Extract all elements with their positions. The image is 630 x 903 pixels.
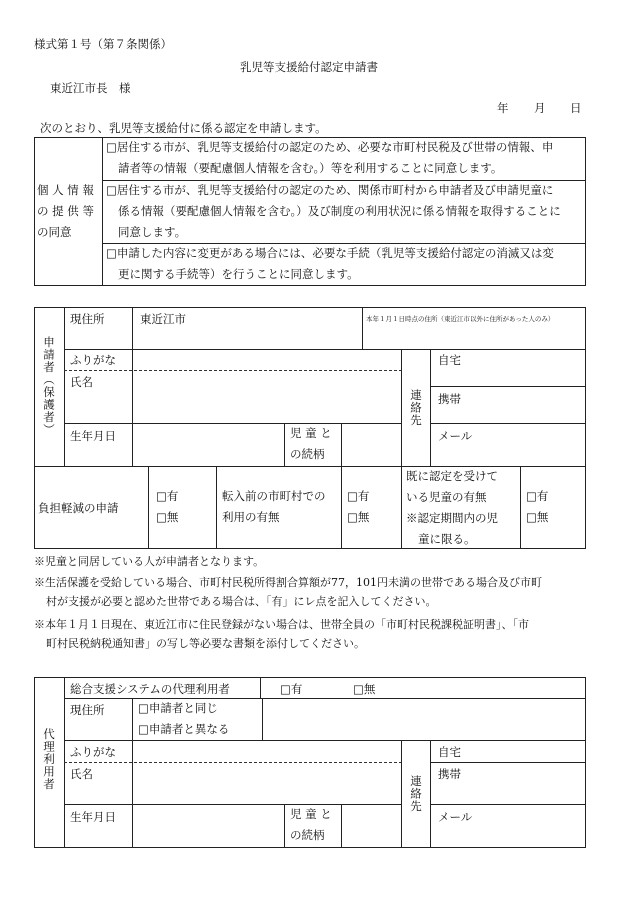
applicant-side-label: 申請者（保護者） [42,336,56,436]
form-number: 様式第１号（第７条関係） [34,37,172,51]
applicant-home-label: 自宅 [438,353,461,367]
proxy-system-label: 総合支援システムの代理利用者 [70,682,230,696]
proxy-relation-label: 児 童 と の続柄 [290,807,332,842]
proxy-birthdate-label: 生年月日 [70,810,116,824]
proxy-email-label: メール [438,810,473,824]
intro-text: 次のとおり、乳児等支援給付に係る認定を申請します。 [40,121,327,135]
proxy-system-no[interactable]: □無 [353,682,376,696]
consent-item-data-acquire[interactable]: □居住する市が、乳児等支援給付の認定のため、関係市町村から申請者及び申請児童に 係る情報（要配慮個人情報を含む。）及び制度の利用状況に係る情報を取得することに 同意します。 [106,183,561,239]
applicant-contact-label: 連絡先 [409,389,423,427]
proxy-furigana-label: ふりがな [70,745,116,759]
proxy-address-options[interactable]: □申請者と同じ □申請者と異なる [138,701,230,736]
applicant-address-note: 本年１月１日時点の住所（東近江市以外に住所があった人のみ） [366,315,555,323]
proxy-contact-label: 連絡先 [409,775,423,813]
addressee: 東近江市長 様 [50,81,131,95]
prev-municipality-use-label: 転入前の市町村での 利用の有無 [222,489,326,524]
note-cohabiting: ※児童と同居している人が申請者となります。 [34,555,265,568]
consent-item-change-procedure[interactable]: □申請した内容に変更がある場合には、必要な手続（乳児等支援給付認定の消滅又は変 更に関する手続等）を行うことに同意します。 [106,246,554,281]
note-welfare: ※生活保護を受給している場合、市町村民税所得割合算額が77，101円未満の世帯である場合及び市町 村が支援が必要と認めた世帯である場合は、「有」にレ点を記入してください。 [34,576,542,608]
proxy-system-yes[interactable]: □有 [280,682,303,696]
proxy-side-label: 代理利用者 [42,728,56,791]
note-residence: ※本年１月１日現在、東近江市に住民登録がない場合は、世帯全員の「市町村民税課税証明書」、「市 町村民税納税通知書」の写し等必要な書類を添付してください。 [34,618,529,650]
consent-item-data-use[interactable]: □居住する市が、乳児等支援給付の認定のため、必要な市町村民税及び世帯の情報、申 請者等の情報（要配慮個人情報を含む。）等を利用することに同意します。 [106,140,554,175]
prev-municipality-use-options[interactable]: □有 □無 [347,489,370,524]
consent-heading: 個 人 情 報 の 提 供 等 の同意 [37,183,94,239]
applicant-mobile-label: 携帯 [438,392,461,406]
proxy-name-label: 氏名 [70,767,93,781]
applicant-address-label: 現住所 [70,312,105,326]
reduction-label: 負担軽減の申請 [38,501,119,515]
proxy-home-label: 自宅 [438,745,461,759]
applicant-relation-label: 児 童 と の続柄 [290,426,332,461]
proxy-address-label: 現住所 [70,703,105,717]
date-year: 年 [497,101,509,115]
reduction-options[interactable]: □有 □無 [156,489,179,524]
proxy-mobile-label: 携帯 [438,767,461,781]
certified-child-options[interactable]: □有 □無 [526,489,549,524]
form-title: 乳児等支援給付認定申請書 [240,60,378,74]
applicant-address-value[interactable]: 東近江市 [140,312,186,326]
applicant-email-label: メール [438,429,473,443]
date-month: 月 [534,101,546,115]
applicant-name-label: 氏名 [70,375,93,389]
applicant-birthdate-label: 生年月日 [70,429,116,443]
certified-child-label: 既に認定を受けて いる児童の有無 ※認定期間内の児 童に限る。 [406,469,498,546]
date-day: 日 [570,101,582,115]
applicant-furigana-label: ふりがな [70,353,116,367]
